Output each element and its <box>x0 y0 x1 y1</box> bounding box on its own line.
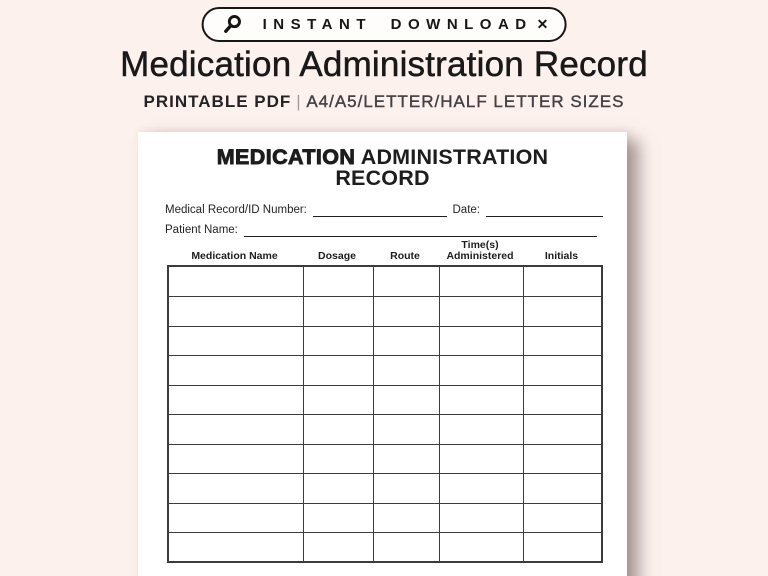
column-header-initials: Initials <box>544 250 579 262</box>
table-cell-empty <box>303 503 373 533</box>
table-cell-empty <box>439 385 523 415</box>
table-cell-empty <box>523 326 602 356</box>
patient-name-label: Patient Name: <box>165 224 238 236</box>
table-cell-empty <box>523 385 602 415</box>
table-cell-empty <box>523 297 602 327</box>
table-cell-empty <box>523 474 602 504</box>
table-cell-empty <box>303 444 373 474</box>
table-cell-empty <box>303 474 373 504</box>
table-cell-empty <box>439 266 523 297</box>
table-column-headers <box>167 239 601 265</box>
table-row <box>168 503 602 533</box>
patient-name-row <box>165 222 603 237</box>
patient-name-field <box>244 224 597 237</box>
close-icon[interactable]: ✕ <box>536 16 549 32</box>
table-row <box>168 326 602 356</box>
date-field <box>486 204 603 217</box>
table-cell-empty <box>168 356 303 386</box>
table-cell-empty <box>303 297 373 327</box>
table-cell-empty <box>373 503 439 533</box>
table-cell-empty <box>523 356 602 386</box>
document-page <box>138 132 627 576</box>
document-heading-strong: MEDICATION <box>216 145 356 169</box>
table-cell-empty <box>523 415 602 445</box>
table-cell-empty <box>168 415 303 445</box>
document-heading-rest: ADMINISTRATION RECORD <box>335 145 549 190</box>
table-row <box>168 385 602 415</box>
table-cell-empty <box>168 444 303 474</box>
subtitle-divider: | <box>296 92 302 111</box>
table-cell-empty <box>303 326 373 356</box>
table-cell-empty <box>303 266 373 297</box>
table-cell-empty <box>523 533 602 563</box>
table-row <box>168 266 602 297</box>
record-and-date-row <box>165 202 603 217</box>
table-cell-empty <box>439 503 523 533</box>
table-cell-empty <box>168 266 303 297</box>
table-cell-empty <box>373 385 439 415</box>
subtitle-sizes: A4/A5/LETTER/HALF LETTER SIZES <box>306 92 625 111</box>
date-label: Date: <box>452 204 480 216</box>
table-cell-empty <box>523 503 602 533</box>
table-cell-empty <box>373 474 439 504</box>
table-cell-empty <box>373 266 439 297</box>
table-row <box>168 533 602 563</box>
table-cell-empty <box>303 533 373 563</box>
search-icon <box>223 14 243 35</box>
table-cell-empty <box>168 533 303 563</box>
table-cell-empty <box>439 474 523 504</box>
table-cell-empty <box>168 385 303 415</box>
column-header-times-administered: Time(s) Administered <box>446 239 514 262</box>
table-cell-empty <box>439 415 523 445</box>
table-cell-empty <box>439 326 523 356</box>
document-heading <box>183 147 582 189</box>
table-cell-empty <box>439 297 523 327</box>
medical-record-field <box>313 204 447 217</box>
table-row <box>168 297 602 327</box>
table-cell-empty <box>373 533 439 563</box>
table-cell-empty <box>523 266 602 297</box>
table-cell-empty <box>373 297 439 327</box>
table-cell-empty <box>523 444 602 474</box>
table-cell-empty <box>373 326 439 356</box>
table-row <box>168 444 602 474</box>
table-row <box>168 356 602 386</box>
table-cell-empty <box>373 415 439 445</box>
table-cell-empty <box>439 356 523 386</box>
table-cell-empty <box>303 385 373 415</box>
badge-label: INSTANT DOWNLOAD <box>262 16 533 33</box>
table-cell-empty <box>168 474 303 504</box>
table-cell-empty <box>373 356 439 386</box>
medical-record-label: Medical Record/ID Number: <box>165 204 307 216</box>
subtitle-format: PRINTABLE PDF <box>143 92 292 111</box>
page-subtitle <box>0 92 768 112</box>
page-title: Medication Administration Record <box>120 45 648 84</box>
instant-download-badge[interactable] <box>202 7 567 42</box>
medication-table <box>167 265 603 563</box>
table-row <box>168 474 602 504</box>
table-cell-empty <box>168 503 303 533</box>
table-cell-empty <box>439 533 523 563</box>
table-cell-empty <box>439 444 523 474</box>
column-header-medication-name: Medication Name <box>191 250 278 262</box>
table-cell-empty <box>168 326 303 356</box>
table-row <box>168 415 602 445</box>
column-header-dosage: Dosage <box>318 250 356 262</box>
table-cell-empty <box>373 444 439 474</box>
column-header-route: Route <box>390 250 420 262</box>
medication-table-body <box>168 266 602 562</box>
table-cell-empty <box>168 297 303 327</box>
table-cell-empty <box>303 415 373 445</box>
table-cell-empty <box>303 356 373 386</box>
